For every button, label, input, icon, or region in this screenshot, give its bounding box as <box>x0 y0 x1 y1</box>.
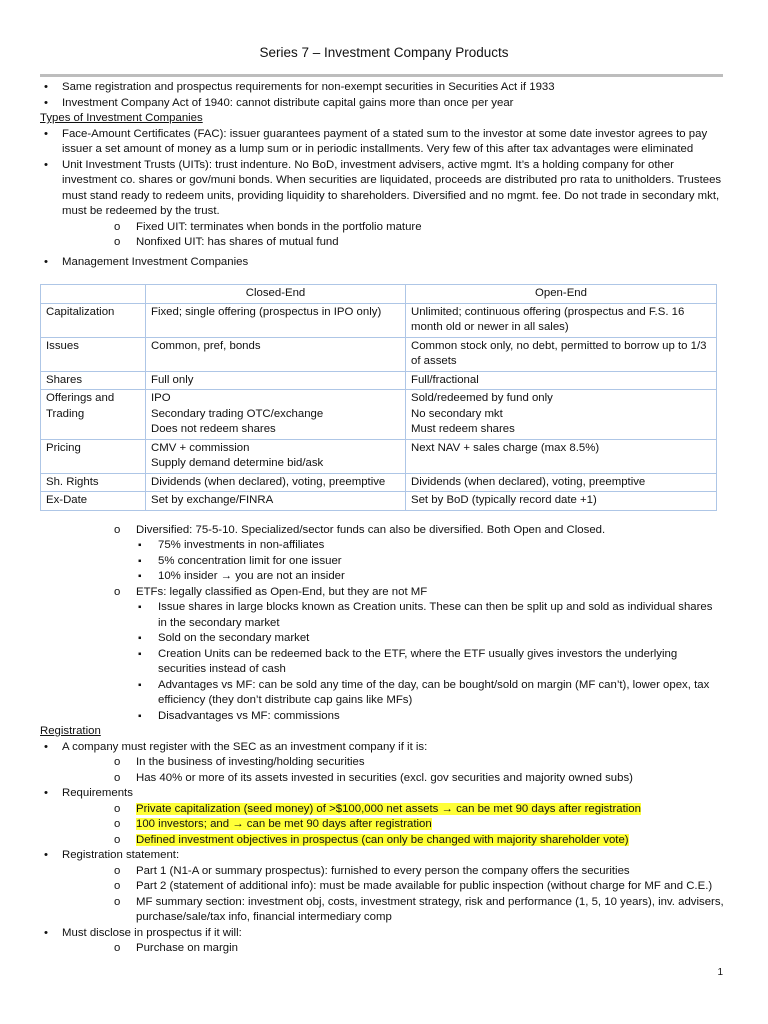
adv-emph: can be bought/sold on margin (MF can’t) <box>421 678 627 691</box>
bullet-fac <box>40 127 724 158</box>
cell-line: Supply demand determine bid/ask <box>151 457 324 469</box>
term-part-1: Part 1 (N1-A or summary prospectus): <box>136 864 328 877</box>
document-body <box>40 80 724 957</box>
page-number: 1 <box>717 967 723 978</box>
sub-sub-etf-2: ▪ Sold on the secondary market <box>40 631 724 647</box>
term-uit: Unit Investment Trusts (UITs): <box>62 158 213 171</box>
sub-req-2 <box>40 817 724 833</box>
term-fac: Face-Amount Certificates (FAC): <box>62 127 227 140</box>
sub-nonfixed-uit: o Nonfixed UIT: has shares of mutual fund <box>40 235 724 251</box>
row-label: Shares <box>41 371 146 390</box>
cell-line: Secondary trading OTC/exchange <box>151 407 324 420</box>
sub-sub-diversified-2: ▪ 5% concentration limit for one issuer <box>40 554 724 570</box>
sub-must-2: o Has 40% or more of its assets invested in securities (excl. gov securities and majority owned subs) <box>40 771 724 787</box>
adv-text-a: Advantages vs MF: can be sold any time of the day, <box>158 678 422 691</box>
sub-sub-etf-advantages <box>40 678 724 709</box>
table-header: Open-End <box>406 285 717 304</box>
adv-text-c: , lower opex, tax efficiency (they don’t distribute cap gains like MFs) <box>158 678 710 706</box>
cell-closed: Full only <box>146 371 406 390</box>
text-part-1: furnished to every person the company offers the securities <box>327 864 630 877</box>
sub-part-1 <box>40 864 724 880</box>
cell-line: IPO <box>151 392 171 404</box>
table-row <box>41 492 717 511</box>
cell-open <box>406 439 717 473</box>
text-uit-2: . Do not trade in secondary mkt, must be redeemed by the trust. <box>62 189 720 217</box>
sub-must-1: o In the business of investing/holding securities <box>40 755 724 771</box>
table-header: Closed-End <box>146 285 406 304</box>
cell-closed: Fixed; single offering (prospectus in IPO only) <box>146 303 406 337</box>
page-title: Series 7 – Investment Company Products <box>259 45 509 60</box>
cell-line: No secondary mkt <box>411 407 503 420</box>
comparison-table <box>40 284 717 511</box>
cell-open: Full/fractional <box>406 371 717 390</box>
cell-line: Must redeem shares <box>411 423 515 435</box>
cell-closed: Dividends (when declared), voting, preemptive <box>146 473 406 492</box>
sub-part-2 <box>40 879 724 895</box>
section-heading-types: Types of Investment Companies <box>40 112 203 124</box>
cell-line: Next NAV + sales charge (max 8.5%) <box>411 441 600 454</box>
emph-uit: Diversified and no mgmt. fee <box>412 189 558 202</box>
row-label: Sh. Rights <box>41 473 146 492</box>
text-uit-1: trust indenture. No BoD, investment advisers, active mgmt. It’s a holding company for other investment co. shares or gov/muni bonds. When securities are liquidated, proceeds are distributed pro rata to unitholders. Trustees must stand ready to redeem units, providing liquidity to shareholders. <box>62 158 722 202</box>
title-rule <box>40 74 723 77</box>
cell-open: Common stock only, no debt, permitted to borrow up to 1/3 of assets <box>406 337 717 371</box>
text-part-2: must be made available for public inspection (without charge for MF and C.E.) <box>316 880 713 892</box>
sub-diversified: o Diversified: 75-5-10. Specialized/sector funds can also be diversified. Both Open and Closed. <box>40 523 724 539</box>
table-row <box>41 390 717 440</box>
table-header <box>41 285 146 304</box>
sub-sub-etf-disadvantages: ▪ Disadvantages vs MF: commissions <box>40 709 724 725</box>
highlight-req-1: Private capitalization (seed money) of >$100,000 net assets → can be met 90 days after registration <box>136 802 641 815</box>
cell-closed: Set by exchange/FINRA <box>146 492 406 511</box>
table-row <box>41 337 717 371</box>
cell-closed: Common, pref, bonds <box>146 337 406 371</box>
sub-req-3 <box>40 833 724 849</box>
bullet-must-disclose: • Must disclose in prospectus if it will: <box>40 926 724 942</box>
row-label: Capitalization <box>41 303 146 337</box>
sub-req-1 <box>40 802 724 818</box>
term-mf-summary: MF summary section: <box>136 895 245 908</box>
sub-disclose-1: o Purchase on margin <box>40 941 724 957</box>
cell-line: CMV + commission <box>151 441 250 454</box>
bullet-requirements: • Requirements <box>40 786 724 802</box>
highlight-req-3: Defined investment objectives in prospectus (can only be changed with majority shareholder vote) <box>136 833 629 846</box>
row-label: Offerings and Trading <box>41 390 146 440</box>
table-row <box>41 439 717 473</box>
table-row <box>41 303 717 337</box>
sub-sub-diversified-1: ▪ 75% investments in non-affiliates <box>40 538 724 554</box>
text-mf-summary: investment obj, costs, investment strategy, risk and performance (1, 5, 10 years), inv. advisers, purchase/sale/tax info, financial intermediary comp <box>136 895 724 923</box>
table-row <box>41 371 717 390</box>
bullet-mic: • Management Investment Companies <box>40 255 724 271</box>
cell-closed <box>146 439 406 473</box>
row-label: Pricing <box>41 439 146 473</box>
sub-sub-diversified-3: ▪ 10% insider → you are not an insider <box>40 569 724 585</box>
highlight-req-2: 100 investors; and → can be met 90 days after registration <box>136 818 432 830</box>
cell-open <box>406 390 717 440</box>
sub-sub-etf-3: ▪ Creation Units can be redeemed back to the ETF, where the ETF usually gives investors the underlying securities instead of cash <box>40 647 724 678</box>
sub-fixed-uit: o Fixed UIT: terminates when bonds in the portfolio mature <box>40 220 724 236</box>
bullet-intro-1: • Same registration and prospectus requirements for non-exempt securities in Securities Act if 1933 <box>40 80 724 96</box>
bullet-must-register: • A company must register with the SEC as an investment company if it is: <box>40 740 724 756</box>
cell-open: Dividends (when declared), voting, preemptive <box>406 473 717 492</box>
section-heading-registration: Registration <box>40 725 101 737</box>
table-header-row <box>41 285 717 304</box>
sub-etf: o ETFs: legally classified as Open-End, but they are not MF <box>40 585 724 601</box>
bullet-registration-statement: • Registration statement: <box>40 848 724 864</box>
bullet-intro-2: • Investment Company Act of 1940: cannot distribute capital gains more than once per year <box>40 96 724 112</box>
term-part-2: Part 2 (statement of additional info): <box>136 880 317 892</box>
row-label: Issues <box>41 337 146 371</box>
table-row <box>41 473 717 492</box>
sub-mf-summary <box>40 895 724 926</box>
sub-sub-etf-1: ▪ Issue shares in large blocks known as Creation units. These can then be split up and sold as individual shares in the secondary market <box>40 600 724 631</box>
cell-line: Does not redeem shares <box>151 423 276 435</box>
row-label: Ex-Date <box>41 492 146 511</box>
cell-line: Sold/redeemed by fund only <box>411 392 553 404</box>
cell-closed <box>146 390 406 440</box>
text-fac: issuer guarantees payment of a stated sum to the investor at some date investor agrees to pay issuer a set amount of money as a lump sum or in periodic installments. Very few of this after tax advantages were eliminated <box>62 127 708 155</box>
cell-open: Unlimited; continuous offering (prospectus and F.S. 16 month old or newer in all sales) <box>406 303 717 337</box>
cell-open: Set by BoD (typically record date +1) <box>406 492 717 511</box>
bullet-uit <box>40 158 724 220</box>
